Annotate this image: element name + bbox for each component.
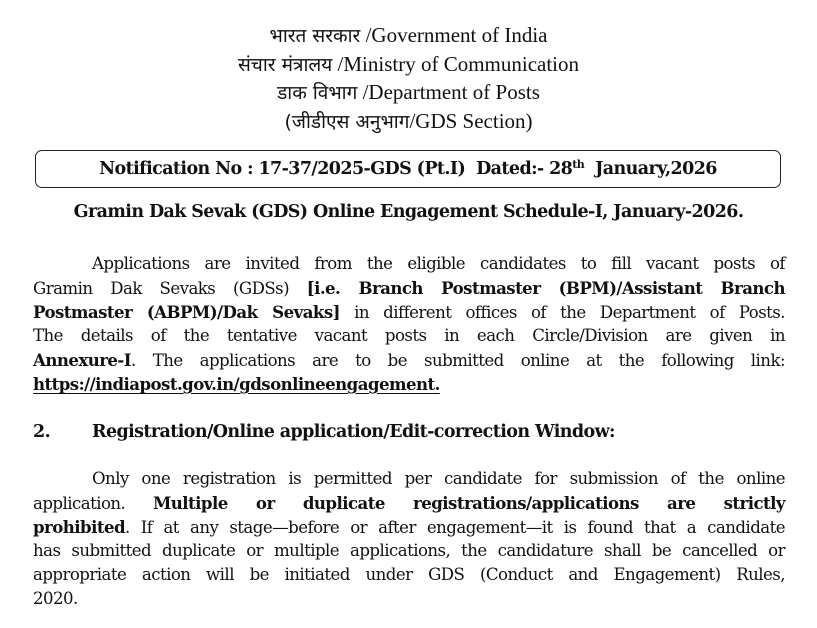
para1-line-1: Applications are invited from the eligible candidates to fill vacant posts of [92, 254, 785, 273]
para2-line-5: appropriate action will be initiated under GDS (Conduct and Engagement) Rules, [33, 565, 785, 584]
para2-line-2: application. Multiple or duplicate registrations/applications are strictly [33, 493, 785, 513]
notification-box [35, 150, 781, 188]
paragraph-registration [33, 467, 785, 611]
para2-line-1: Only one registration is permitted per candidate for submission of the online [92, 469, 785, 488]
letterhead [0, 22, 817, 136]
para2-line-3: prohibited. If at any stage—before or after engagement—it is found that a candidate [33, 517, 785, 537]
notification-number: Notification No : 17-37/2025-GDS (Pt.I) Dated:- 28th January,2026 [99, 158, 717, 179]
gds-online-engagement-link[interactable]: https://indiapost.gov.in/gdsonlineengagement. [33, 374, 440, 394]
para2-line-6: 2020. [33, 589, 78, 608]
letterhead-line-section: (जीडीएस अनुभाग/GDS Section) [284, 108, 533, 133]
para1-line-5: Annexure-I. The applications are to be submitted online at the following link: [33, 350, 785, 370]
para2-line-4: has submitted duplicate or multiple applications, the candidature shall be cancelled or [33, 541, 785, 560]
para1-line-6 [33, 372, 785, 396]
letterhead-line-ministry: संचार मंत्रालय /Ministry of Communication [237, 51, 580, 76]
section-2-heading [33, 422, 615, 442]
para1-line-3: Postmaster (ABPM)/Dak Sevaks] in different offices of the Department of Posts. [33, 302, 785, 322]
section-number: 2. [33, 422, 51, 442]
letterhead-line-government: भारत सरकार /Government of India [269, 23, 548, 47]
para1-line-2: Gramin Dak Sevaks (GDSs) [i.e. Branch Postmaster (BPM)/Assistant Branch [33, 278, 785, 298]
letterhead-line-department: डाक विभाग /Department of Posts [277, 80, 540, 104]
paragraph-intro [33, 252, 785, 396]
document-title: Gramin Dak Sevak (GDS) Online Engagement Schedule-I, January-2026. [73, 202, 744, 222]
para1-line-4: The details of the tentative vacant posts in each Circle/Division are given in [33, 326, 785, 345]
section-title: Registration/Online application/Edit-correction Window: [92, 422, 615, 442]
